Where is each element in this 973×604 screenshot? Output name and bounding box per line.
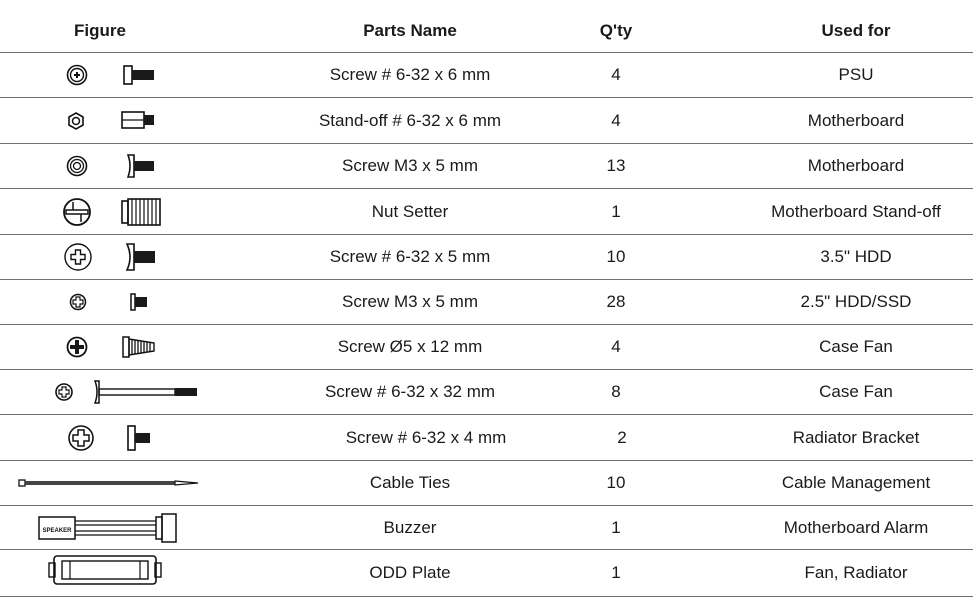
table-row [0,461,973,505]
hex-screw-icon [0,53,210,97]
part-qty: 4 [611,337,621,356]
thumb-screw-icon [0,415,210,460]
part-name: Cable Ties [369,473,451,492]
header-used-for: Used for [821,21,891,40]
table-row [0,280,973,324]
part-qty: 4 [611,110,621,130]
table-row [0,415,973,460]
table-row [0,189,973,234]
small-screw-icon [0,280,210,324]
part-qty: 8 [611,382,621,401]
part-used-for: Motherboard Stand-off [771,201,941,221]
part-used-for: PSU [838,65,874,84]
part-used-for: Fan, Radiator [804,563,908,582]
nut-setter-icon [0,189,210,234]
cable-tie-icon [0,461,210,505]
header-parts-name: Parts Name [363,21,457,40]
part-qty: 28 [606,292,626,311]
table-row [0,98,973,143]
part-qty: 2 [617,427,627,447]
part-used-for: Case Fan [819,382,893,401]
standoff-icon [0,98,210,143]
table-header [0,10,973,52]
table-row [0,550,973,596]
buzzer-icon [0,506,210,549]
table-row [0,325,973,369]
table-row [0,506,973,549]
header-qty: Q'ty [599,21,633,40]
fan-screw-icon [0,325,210,369]
header-figure: Figure [74,21,126,40]
part-used-for: Radiator Bracket [792,427,920,447]
part-name: Stand-off # 6-32 x 6 mm [318,110,502,130]
long-screw-icon [0,370,210,414]
part-name: Screw Ø5 x 12 mm [337,337,483,356]
table-row [0,53,973,97]
table-row [0,370,973,414]
part-used-for: Motherboard [807,110,905,130]
part-name: Buzzer [383,517,437,537]
part-used-for: Motherboard [807,156,905,175]
part-used-for: Case Fan [819,337,893,356]
part-name: ODD Plate [369,563,451,582]
part-qty: 1 [611,201,621,221]
part-qty: 13 [606,156,626,175]
part-name: Screw # 6-32 x 5 mm [329,247,491,266]
round-screw-icon [0,144,210,188]
part-name: Screw M3 x 5 mm [341,156,479,175]
part-qty: 10 [606,473,626,492]
part-used-for: 2.5" HDD/SSD [800,292,912,311]
part-name: Screw # 6-32 x 4 mm [345,427,507,447]
part-name: Screw # 6-32 x 32 mm [324,382,496,401]
hdd-screw-icon [0,235,210,279]
part-name: Screw M3 x 5 mm [341,292,479,311]
part-used-for: Motherboard Alarm [783,517,929,537]
table-row [0,235,973,279]
part-name: Screw # 6-32 x 6 mm [329,65,491,84]
buzzer-label: SPEAKER [42,528,72,534]
part-used-for: Cable Management [781,473,931,492]
part-used-for: 3.5" HDD [820,247,892,266]
part-qty: 1 [611,517,621,537]
odd-plate-icon [0,550,210,596]
row-divider [0,596,973,597]
part-qty: 10 [606,247,626,266]
part-qty: 4 [611,65,621,84]
table-row [0,144,973,188]
part-qty: 1 [611,563,621,582]
part-name: Nut Setter [371,201,449,221]
